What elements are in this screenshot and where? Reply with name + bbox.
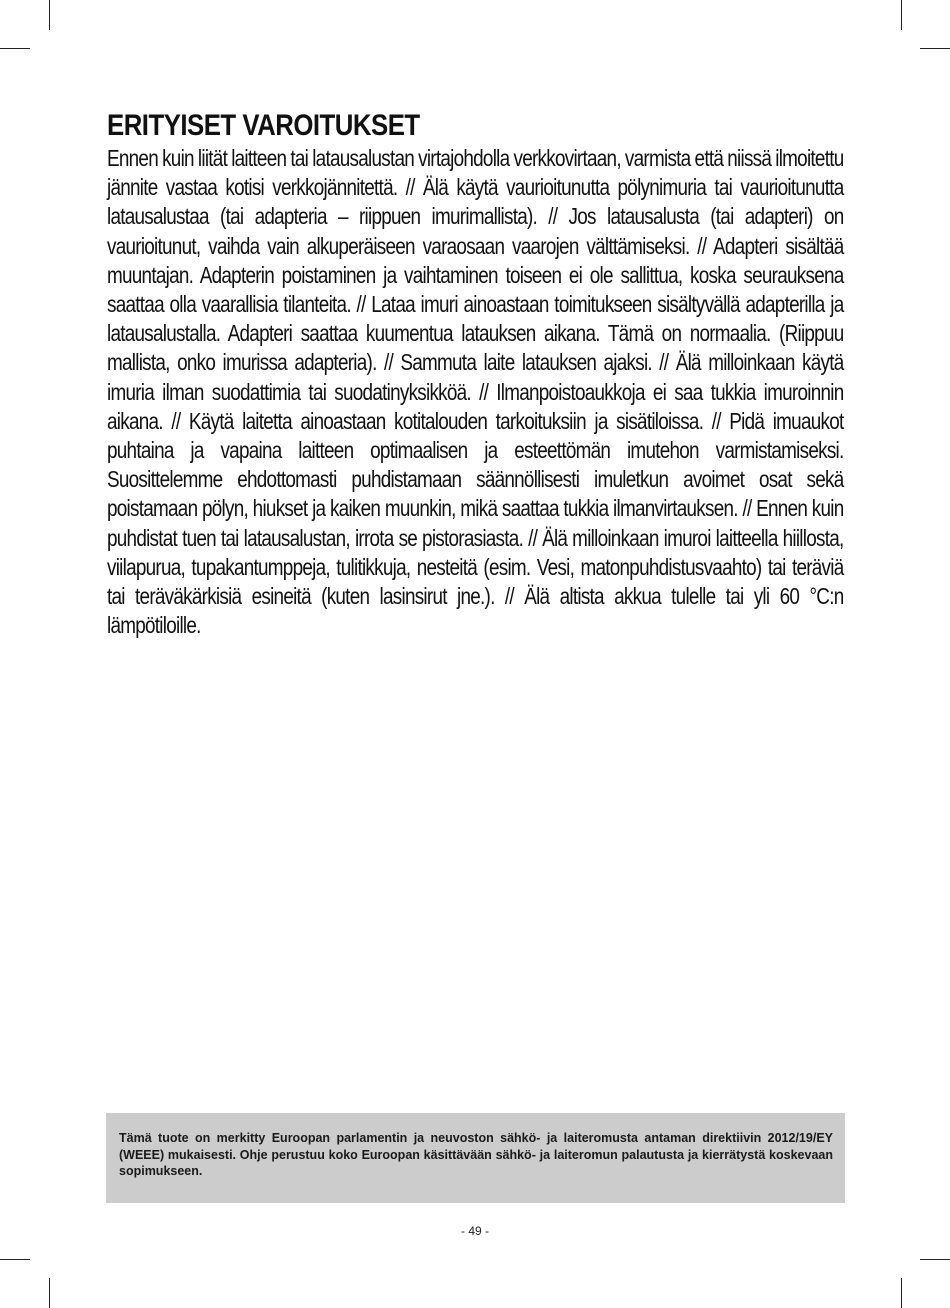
warnings-body-text: Ennen kuin liität laitteen tai latausalustan virtajohdolla verkkovirtaan, varmista että niissä ilmoitettu jännite vastaa kotisi verkkojännitettä. // Älä käytä vaurioitunutta pölynimuria tai vaurioitunutta latausalustaa (tai adapteria – riippuen imurimallista). // Jos latausalusta (tai adapteri) on vaurioitunut, vaihda vain alkuperäiseen varaosaan vaarojen välttämiseksi. // Adapteri sisältää muuntajan. Adapterin poistaminen ja vaihtaminen toiseen ei ole sallittua, koska seurauksena saattaa olla vaarallisia tilanteita. // Lataa imuri ainoastaan toimitukseen sisältyvällä adapterilla ja latausalustalla. Adapteri saattaa kuumentua latauksen aikana. Tämä on normaalia. (Riippuu mallista, onko imurissa adapteria). // Sammuta laite latauksen ajaksi. // Älä milloinkaan käytä imuria ilman suodattimia tai suodatinyksikköä. // Ilmanpoistoaukkoja ei saa tukkia imuroinnin aikana. // Käytä laitetta ainoastaan kotitalouden tarkoituksiin ja sisätiloissa. // Pidä imuaukot puhtaina ja vapaina laitteen optimaalisen ja esteettömän imutehon varmistamiseksi. Suosittelemme ehdottomasti puhdistamaan säännöllisesti imuletkun avoimet osat sekä poistamaan pölyn, hiukset ja kaiken muunkin, mikä saattaa tukkia ilmanvirtauksen. // Ennen kuin puhdistat tuen tai latausalustan, irrota se pistorasiasta. // Älä milloinkaan imuroi laitteella hiillosta, viilapurua, tupakantumppeja, tulitikkuja, nesteitä (esim. Vesi, matonpuhdistusvaahto) tai teräviä tai teräväkärkisiä esineitä (kuten lasinsirut jne.). // Älä altista akkua tulelle tai yli 60 °C:n lämpötiloille. <box>107 145 844 639</box>
section-title: ERITYISET VAROITUKSET <box>107 109 420 142</box>
weee-notice-text: Tämä tuote on merkitty Euroopan parlamentin ja neuvoston sähkö- ja laiteromusta antaman direktiivin 2012/19/EY (WEEE) mukaisesti. Ohje perustuu koko Euroopan käsittävään sähkö- ja laiteromun palautusta ja kierrätystä koskevaan sopimukseen. <box>119 1131 833 1178</box>
crop-mark-bottom-right-vertical <box>901 1278 902 1308</box>
crop-mark-bottom-right-horizontal <box>920 1259 950 1260</box>
crop-mark-bottom-left-horizontal <box>0 1259 30 1260</box>
crop-mark-top-left-horizontal <box>0 48 30 49</box>
weee-notice-box <box>106 1113 845 1203</box>
crop-mark-bottom-left-vertical <box>49 1278 50 1308</box>
page-number: - 49 - <box>460 1224 489 1238</box>
crop-mark-top-left-vertical <box>49 0 50 30</box>
crop-mark-top-right-horizontal <box>920 48 950 49</box>
crop-mark-top-right-vertical <box>901 0 902 30</box>
warnings-section <box>107 108 844 640</box>
